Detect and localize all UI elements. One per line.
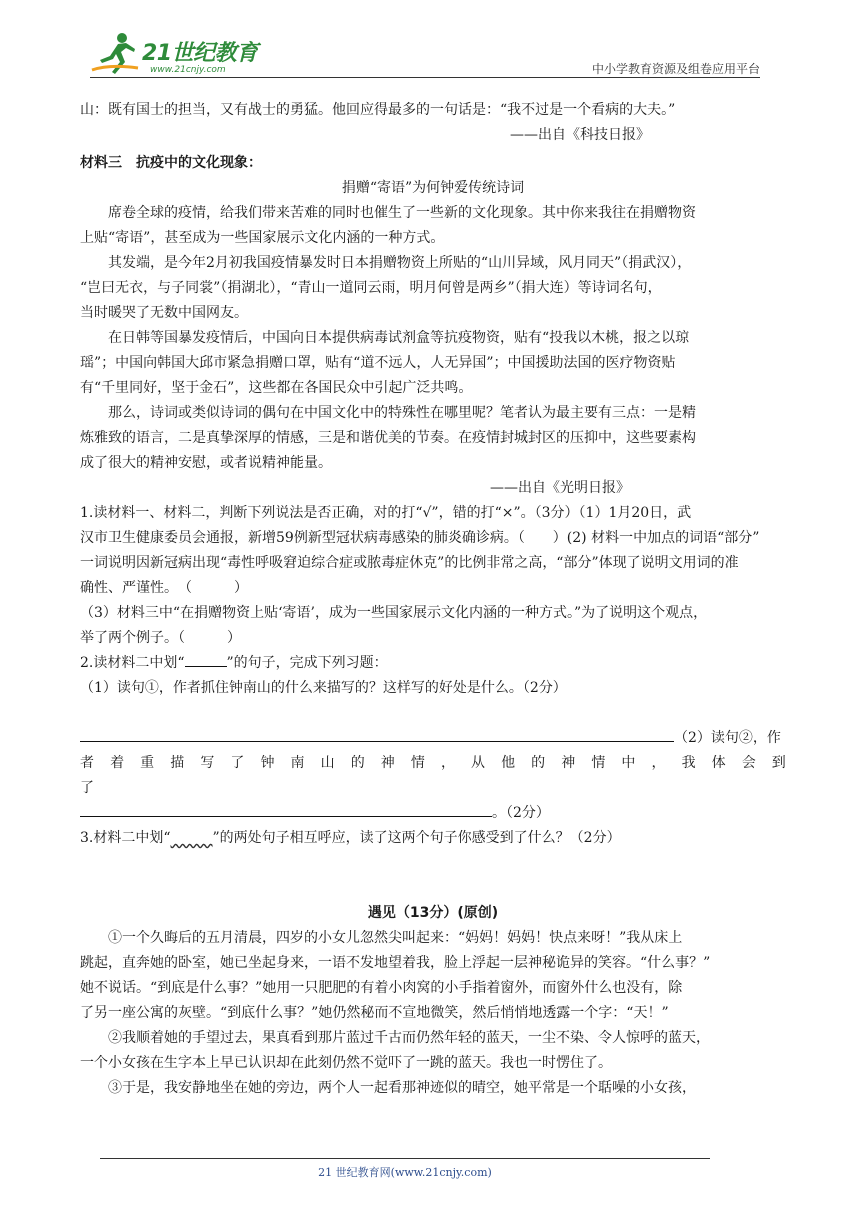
q2-suffix: ”的句子，完成下列习题： [226, 655, 388, 671]
justified-char: 着 [110, 755, 125, 771]
justified-char: 中 [621, 755, 636, 771]
question-3-prompt [80, 826, 786, 851]
question-1-line: 确性、严谨性。 （ ） [80, 580, 248, 596]
section-heading: 材料三 抗疫中的文化现象： [80, 155, 262, 171]
source-citation: ——出自《科技日报》 [510, 127, 650, 143]
header-divider [90, 77, 760, 78]
q2-part-2-start: （2）读句②，作 [674, 730, 781, 746]
text-line: 席卷全球的疫情，给我们带来苦难的同时也催生了一些新的文化现象。其中你来我往在捐赠物资 [108, 205, 696, 221]
spacer [80, 701, 786, 726]
answer-blank-1[interactable] [80, 726, 674, 742]
justified-char: 神 [380, 755, 395, 771]
question-1-line: 1.读材料一、材料二，判断下列说法是否正确，对的打“√”，错的打“×”。（3分）（1）1月20日，武 [80, 505, 692, 521]
text-line: 炼雅致的语言，二是真挚深厚的情感，三是和谐优美的节奏。在疫情封城封区的压抑中，这些要素构 [80, 430, 696, 446]
runner-logo-icon [90, 30, 140, 76]
logo-url: www.21cnjy.com [150, 65, 226, 75]
text-line: 在日韩等国暴发疫情后，中国向日本提供病毒试剂盒等抗疫物资，贴有“投我以木桃，报之以琼 [108, 330, 690, 346]
passage-title: 遇见（13分）(原创) [367, 905, 499, 921]
text-line: 了另一座公寓的灰壁。“到底什么事？”她仍然秘而不宣地微笑，然后悄悄地透露一个字：“天！” [80, 1005, 669, 1021]
justified-char: 了 [230, 755, 245, 771]
text-line: 跳起，直奔她的卧室，她已坐起身来，一语不发地望着我，脸上浮起一层神秘诡异的笑容。“什么事？” [80, 955, 711, 971]
text-line: 有“千里同好，坚于金石”，这些都在各国民众中引起广泛共鸣。 [80, 380, 473, 396]
text-line: “岂曰无衣，与子同裳”（捐湖北），“青山一道同云雨，明月何曾是两乡”（捐大连）等诗词名句， [80, 280, 662, 296]
text-line: ②我顺着她的手望过去，果真看到那片蓝过千古而仍然年轻的蓝天，一尘不染、令人惊呼的蓝天， [108, 1030, 710, 1046]
spacer [80, 876, 786, 901]
text-line: ①一个久晦后的五月清晨，四岁的小女儿忽然尖叫起来：“妈妈！妈妈！快点来呀！”我从床上 [108, 930, 683, 946]
text-line: 成了很大的精神安慰，或者说精神能量。 [80, 455, 332, 471]
q2-part-2-score: 。（2分） [492, 805, 550, 821]
text-line: 那么，诗词或类似诗词的偶句在中国文化中的特殊性在哪里呢？笔者认为最主要有三点：一是精 [108, 405, 696, 421]
text-line: 上贴“寄语”，甚至成为一些国家展示文化内涵的一种方式。 [80, 230, 445, 246]
text-line: ③于是，我安静地坐在她的旁边，两个人一起看那神迹似的晴空，她平常是一个聒噪的小女孩， [108, 1080, 696, 1096]
justified-char: 者 [80, 755, 94, 771]
justified-char: 的 [350, 755, 365, 771]
text-line: 瑶”；中国向韩国大邱市紧急捐赠口罩，贴有“道不远人，人无异国”；中国援助法国的医疗物资贴 [80, 355, 676, 371]
question-1-line: （3）材料三中“在捐赠物资上贴‘寄语’，成为一些国家展示文化内涵的一种方式。”为了说明这个观点， [80, 605, 708, 621]
answer-blank-2[interactable] [80, 801, 492, 817]
justified-char: 描 [170, 755, 185, 771]
text-line: 一个小女孩在生字本上早已认识却在此刻仍然不觉吓了一跳的蓝天。我也一时愣住了。 [80, 1055, 612, 1071]
justified-char: ， [651, 755, 666, 771]
footer-divider [100, 1158, 710, 1159]
page-footer: 21 世纪教育网(www.21cnjy.com) [318, 1166, 492, 1179]
justified-char: 体 [711, 755, 726, 771]
question-2-prompt [80, 651, 786, 676]
wavy-underline-marker: ～～～ [170, 830, 213, 846]
justified-char: 情 [410, 755, 425, 771]
justified-char: 神 [561, 755, 576, 771]
text-line: 她不说话。“到底是什么事？”她用一只肥肥的有着小肉窝的小手指着窗外，而窗外什么也没有，除 [80, 980, 683, 996]
question-2-part-2-line [80, 751, 786, 776]
justified-char: 他 [501, 755, 516, 771]
justified-char: ， [440, 755, 455, 771]
justified-char: 从 [471, 755, 486, 771]
justified-char: 的 [531, 755, 546, 771]
question-1-line: 举了两个例子。（ ） [80, 630, 241, 646]
text-line: 当时暖哭了无数中国网友。 [80, 305, 248, 321]
justified-char: 到 [771, 755, 786, 771]
q3-prefix: 3.材料二中划“ [80, 830, 171, 846]
justified-char: 钟 [260, 755, 275, 771]
answer-line-row [80, 726, 786, 751]
document-body [80, 98, 786, 1101]
justified-char: 情 [591, 755, 606, 771]
text-line: 了 [80, 780, 94, 796]
spacer [80, 851, 786, 876]
source-citation: ——出自《光明日报》 [490, 480, 630, 496]
text-line: 山：既有国士的担当，又有战士的勇猛。他回应得最多的一句话是：“我不过是一个看病的大夫。” [80, 102, 676, 118]
text-line: 其发端，是今年2月初我国疫情暴发时日本捐赠物资上所贴的“山川异域，风月同天”（捐武汉）， [108, 255, 692, 271]
question-1-line: 汉市卫生健康委员会通报，新增59例新型冠状病毒感染的肺炎确诊病。（ ）(2) 材料一中加点的词语“部分” [80, 530, 760, 546]
q3-suffix: ”的两处句子相互呼应，读了这两个句子你感受到了什么？（2分） [212, 830, 621, 846]
logo-text: 21世纪教育 [142, 41, 258, 66]
justified-char: 写 [200, 755, 215, 771]
justified-char: 我 [681, 755, 696, 771]
justified-char: 南 [290, 755, 305, 771]
underline-marker [185, 652, 227, 667]
question-2-part-1: （1）读句①，作者抓住钟南山的什么来描写的？这样写的好处是什么。（2分） [80, 680, 567, 696]
article-title: 捐赠“寄语”为何钟爱传统诗词 [341, 180, 525, 196]
justified-char: 重 [140, 755, 155, 771]
justified-char: 会 [741, 755, 756, 771]
justified-char: 山 [320, 755, 335, 771]
answer-line-row [80, 801, 786, 826]
page-header [90, 30, 760, 80]
question-1-line: 一词说明因新冠病出现“毒性呼吸窘迫综合症或脓毒症休克”的比例非常之高，“部分”体现了说明文用词的准 [80, 555, 739, 571]
site-logo [90, 30, 270, 78]
header-tagline: 中小学教育资源及组卷应用平台 [591, 62, 760, 76]
q2-prefix: 2.读材料二中划“ [80, 655, 185, 671]
